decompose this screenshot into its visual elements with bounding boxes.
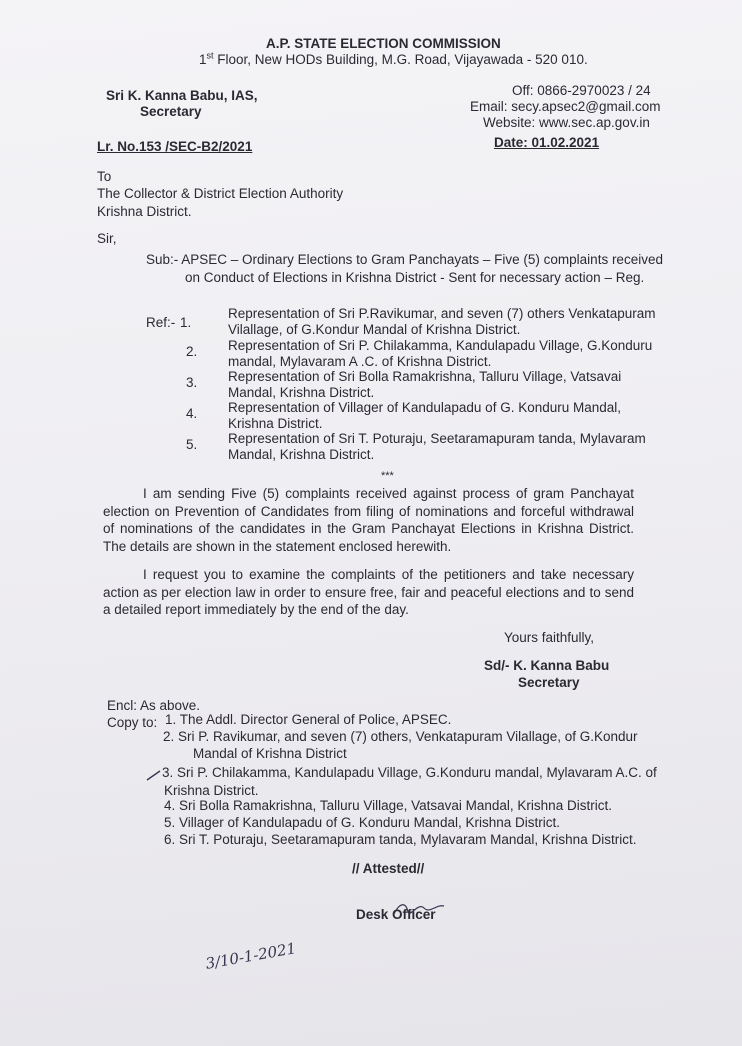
ref-text: Representation of Sri Bolla Ramakrishna, Talluru Village, Vatsavai — [228, 369, 622, 384]
copy-item: 5. Villager of Kandulapadu of G. Konduru Mandal, Krishna District. — [164, 815, 560, 830]
ref-text: Representation of Sri P. Chilakamma, Kandulapadu Village, G.Konduru — [228, 338, 653, 353]
copy-item: 6. Sri T. Poturaju, Seetaramapuram tanda, Mylavaram Mandal, Krishna District. — [164, 832, 637, 847]
signatory-title: Secretary — [518, 675, 580, 690]
ref-number: 2. — [186, 344, 198, 359]
attested-label: // Attested// — [352, 861, 425, 876]
sender-title: Secretary — [140, 104, 202, 119]
pen-tick-mark — [146, 768, 162, 782]
to-line-2: The Collector & District Election Authority — [97, 186, 344, 201]
ref-text: Krishna District. — [228, 416, 323, 431]
sender-name: Sri K. Kanna Babu, IAS, — [106, 88, 258, 103]
signatory-name: Sd/- K. Kanna Babu — [484, 658, 610, 673]
copy-item: 4. Sri Bolla Ramakrishna, Talluru Village, Vatsavai Mandal, Krishna District. — [164, 798, 612, 813]
ref-text: Vilallage, of G.Kondur Mandal of Krishna District. — [228, 322, 521, 337]
copy-item: 1. The Addl. Director General of Police, APSEC. — [165, 712, 452, 727]
copy-item: 3. Sri P. Chilakamma, Kandulapadu Village, G.Konduru mandal, Mylavaram A.C. of — [162, 765, 657, 780]
ref-text: Mandal, Krishna District. — [228, 385, 375, 400]
contact-website: Website: www.sec.ap.gov.in — [483, 115, 650, 130]
desk-officer-label: Desk Officer — [356, 907, 436, 922]
copy-item: Mandal of Krishna District — [193, 746, 347, 761]
copy-item: 2. Sri P. Ravikumar, and seven (7) others, Venkatapuram Vilallage, of G.Kondur — [163, 729, 638, 744]
org-address: 1st Floor, New HODs Building, M.G. Road, Vijayawada - 520 010. — [199, 50, 588, 67]
body-paragraph-1: I am sending Five (5) complaints received against process of gram Panchayat election on Prevention of Candidates from filing of nominations and forceful withdrawal of nominations of the candidates in the Gram Panchayat Elections in Krishna District. The details are shown in the statement enclosed herewith. — [103, 486, 634, 554]
enclosure: Encl: As above. — [107, 698, 201, 713]
ref-text: Representation of Sri P.Ravikumar, and seven (7) others Venkatapuram — [228, 306, 656, 321]
ref-number: 4. — [186, 406, 198, 421]
signature-scribble — [392, 898, 448, 922]
ref-text: Representation of Villager of Kandulapadu of G. Konduru Mandal, — [228, 400, 622, 415]
ref-text: Representation of Sri T. Poturaju, Seetaramapuram tanda, Mylavaram — [228, 431, 646, 446]
body-paragraph-2: I request you to examine the complaints of the petitioners and take necessary action as per election law in order to ensure free, fair and peaceful elections and to send a detailed report immediately by the end of the day. — [103, 567, 634, 617]
copy-to-label: Copy to: — [107, 715, 158, 730]
copy-item: Krishna District. — [164, 783, 259, 798]
contact-email: Email: secy.apsec2@gmail.com — [470, 99, 661, 114]
letter-date: Date: 01.02.2021 — [494, 135, 600, 150]
to-line-1: To — [97, 169, 112, 184]
closing: Yours faithfully, — [504, 630, 595, 645]
office-phone: Off: 0866-2970023 / 24 — [512, 83, 651, 98]
handwritten-date: 3/10-1-2021 — [204, 939, 298, 973]
letter-number: Lr. No.153 /SEC-B2/2021 — [97, 139, 253, 154]
ref-number: 5. — [186, 437, 198, 452]
to-line-3: Krishna District. — [97, 204, 192, 219]
ref-text: mandal, Mylavaram A .C. of Krishna District. — [228, 354, 492, 369]
subject-line-2: on Conduct of Elections in Krishna District - Sent for necessary action – Reg. — [185, 270, 645, 285]
ref-label: Ref:- — [146, 315, 176, 330]
ref-number: 3. — [186, 375, 198, 390]
ref-text: Mandal, Krishna District. — [228, 447, 375, 462]
subject-line-1: Sub:- APSEC – Ordinary Elections to Gram Panchayats – Five (5) complaints received — [146, 252, 663, 267]
org-title: A.P. STATE ELECTION COMMISSION — [266, 36, 501, 51]
ref-number: 1. — [180, 315, 192, 330]
salutation: Sir, — [97, 231, 117, 246]
separator-stars: *** — [381, 470, 394, 482]
